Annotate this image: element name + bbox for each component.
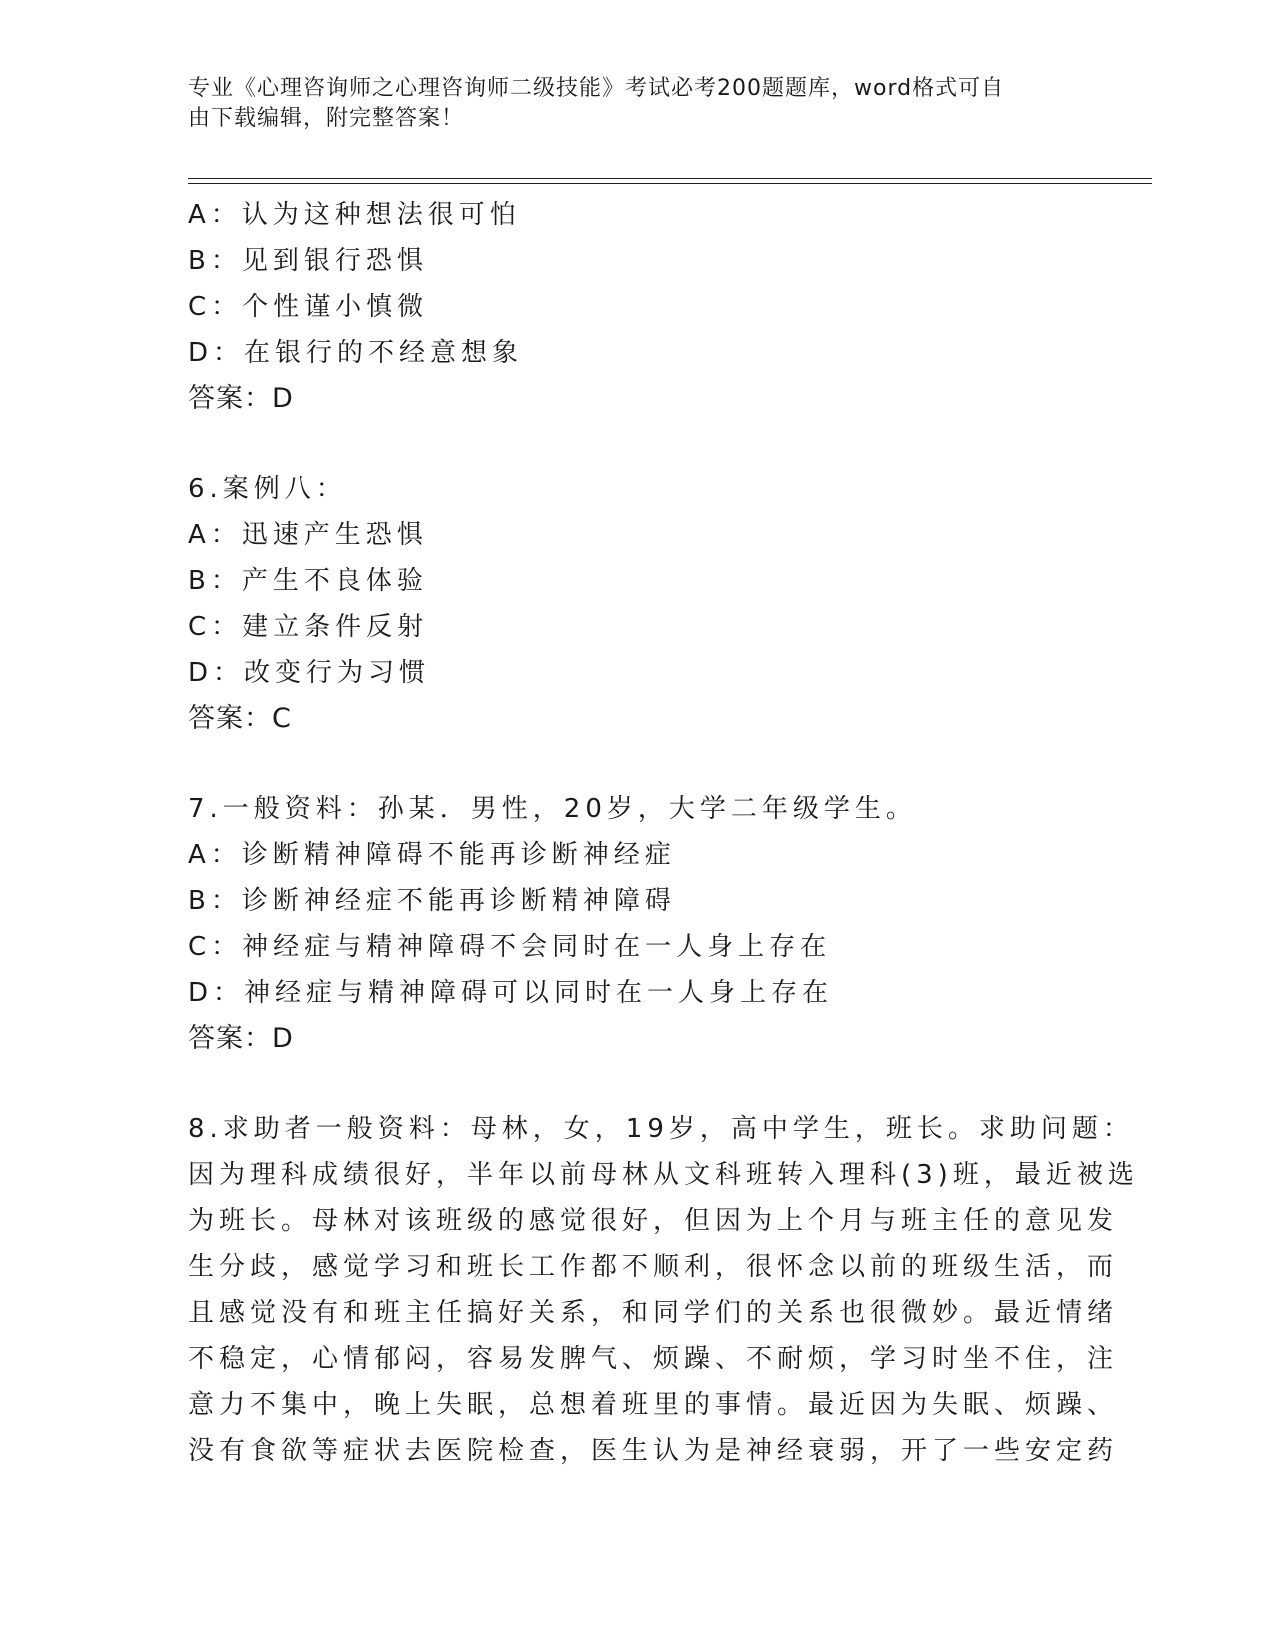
question-stem: 6.案例八： xyxy=(188,474,347,504)
option-b: B：产生不良体验 xyxy=(188,566,428,596)
answer-line: 答案：C xyxy=(188,703,292,734)
option-b: B：诊断神经症不能再诊断精神障碍 xyxy=(188,886,676,916)
question-stem-line: 8.求助者一般资料：母林，女，19岁，高中学生，班长。求助问题： xyxy=(188,1114,1134,1144)
header-divider-top xyxy=(188,178,1152,179)
option-a: A：诊断精神障碍不能再诊断神经症 xyxy=(188,840,676,870)
question-stem-line: 不稳定，心情郁闷，容易发脾气、烦躁、不耐烦，学习时坐不住，注 xyxy=(188,1344,1119,1374)
question-6 xyxy=(188,466,1088,742)
spacer xyxy=(188,1062,1088,1106)
header-divider-bottom xyxy=(188,183,1152,184)
option-d: D：在银行的不经意想象 xyxy=(188,338,524,368)
option-a: A：迅速产生恐惧 xyxy=(188,520,428,550)
question-list xyxy=(188,192,1139,1474)
option-d: D：改变行为习惯 xyxy=(188,658,431,688)
option-b: B：见到银行恐惧 xyxy=(188,246,428,276)
question-7 xyxy=(188,786,1088,1062)
option-c: C：神经症与精神障碍不会同时在一人身上存在 xyxy=(188,932,832,962)
spacer xyxy=(188,742,1088,786)
option-a: A：认为这种想法很可怕 xyxy=(188,200,521,230)
question-stem: 7.一般资料：孙某．男性，20岁，大学二年级学生。 xyxy=(188,794,917,824)
question-5 xyxy=(188,192,1088,422)
answer-line: 答案：D xyxy=(188,383,294,414)
document-header xyxy=(188,74,1068,134)
header-line-2: 由下载编辑，附完整答案！ xyxy=(188,106,465,131)
option-d: D：神经症与精神障碍可以同时在一人身上存在 xyxy=(188,978,834,1008)
question-stem-line: 生分歧，感觉学习和班长工作都不顺利，很怀念以前的班级生活，而 xyxy=(188,1252,1119,1282)
question-stem-line: 没有食欲等症状去医院检查，医生认为是神经衰弱，开了一些安定药 xyxy=(188,1436,1119,1466)
spacer xyxy=(188,422,1088,466)
option-c: C：建立条件反射 xyxy=(188,612,429,642)
question-stem-line: 且感觉没有和班主任搞好关系，和同学们的关系也很微妙。最近情绪 xyxy=(188,1298,1119,1328)
header-line-1: 专业《心理咨询师之心理咨询师二级技能》考试必考200题题库，word格式可自 xyxy=(188,76,1005,101)
answer-line: 答案：D xyxy=(188,1023,294,1054)
option-c: C：个性谨小慎微 xyxy=(188,292,429,322)
question-stem-line: 为班长。母林对该班级的感觉很好，但因为上个月与班主任的意见发 xyxy=(188,1206,1119,1236)
question-stem-line: 意力不集中，晚上失眠，总想着班里的事情。最近因为失眠、烦躁、 xyxy=(188,1390,1119,1420)
question-stem-line: 因为理科成绩很好，半年以前母林从文科班转入理科(3)班，最近被选 xyxy=(188,1160,1139,1190)
question-8 xyxy=(188,1106,1139,1474)
